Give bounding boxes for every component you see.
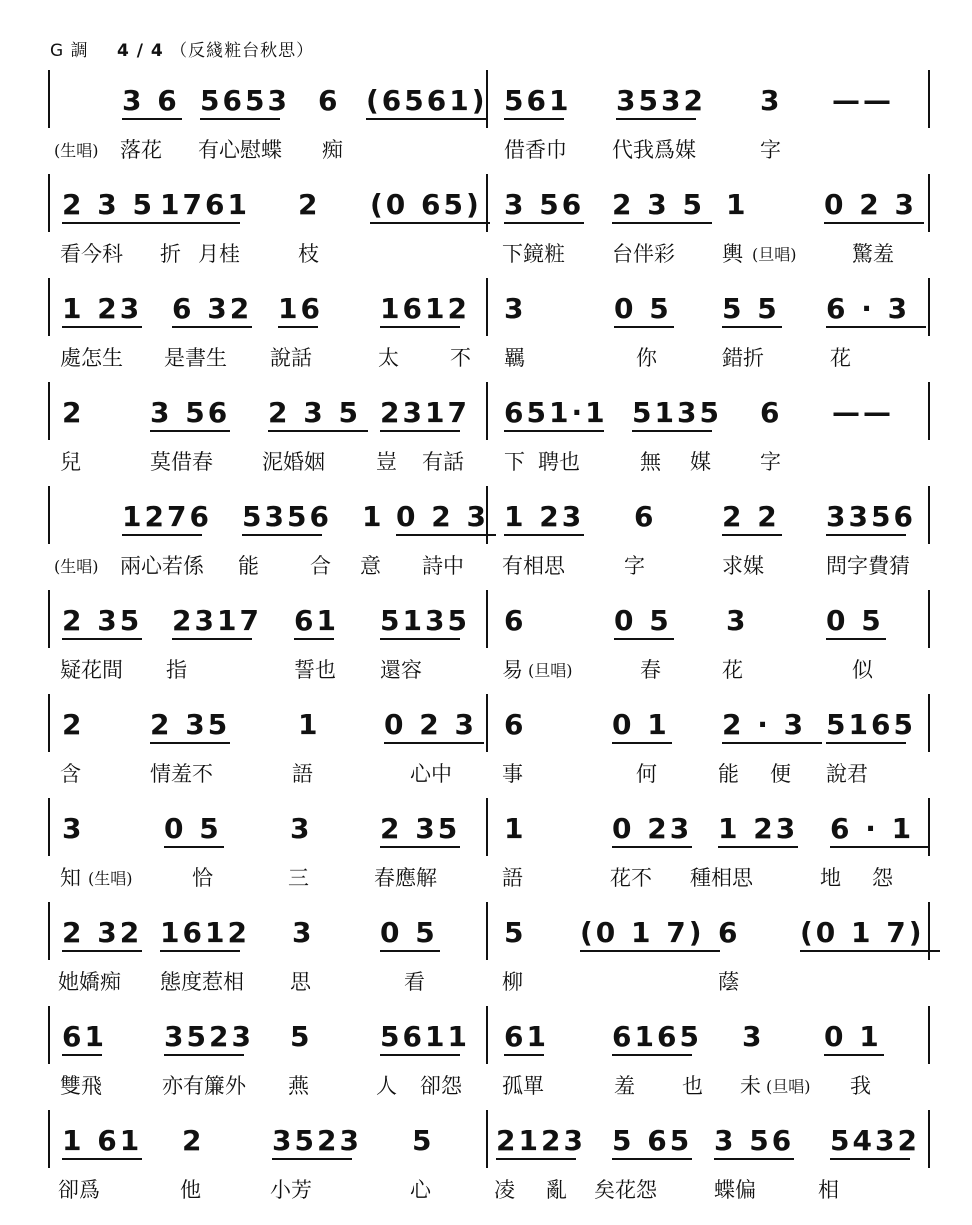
note-group: 61 bbox=[294, 604, 339, 637]
bar-line bbox=[486, 798, 488, 856]
lyric-text: 怨 bbox=[872, 866, 893, 890]
note-group: 3 bbox=[290, 812, 313, 845]
lyric-text: 是書生 bbox=[164, 346, 227, 370]
lyric-text: 你 bbox=[636, 346, 657, 370]
bar-line bbox=[48, 174, 50, 232]
beam-line bbox=[380, 846, 460, 848]
lyric-text: 太 bbox=[378, 346, 399, 370]
lyric-text: 折 bbox=[160, 242, 181, 266]
note-group: 3 bbox=[742, 1020, 765, 1053]
lyric-text: 小芳 bbox=[270, 1178, 312, 1202]
lyric-text: 矣花怨 bbox=[594, 1178, 657, 1202]
lyric-text: 亂 bbox=[546, 1178, 567, 1202]
lyric-text: 羞 bbox=[614, 1074, 635, 1098]
beam-line bbox=[370, 222, 490, 224]
lyric-text: 花 bbox=[830, 346, 851, 370]
lyric-text: 含 bbox=[60, 762, 81, 786]
beam-line bbox=[160, 222, 240, 224]
bar-line bbox=[928, 1110, 930, 1168]
note-group: 0 5 bbox=[826, 604, 884, 637]
note-group: 3 bbox=[726, 604, 749, 637]
note-group: 3523 bbox=[164, 1020, 254, 1053]
lyric-text: 便 bbox=[770, 762, 791, 786]
score-line bbox=[0, 694, 972, 798]
bar-line bbox=[928, 694, 930, 752]
bar-line bbox=[486, 694, 488, 752]
note-group: 5165 bbox=[826, 708, 916, 741]
beam-line bbox=[824, 1054, 884, 1056]
lyric-text: 借香巾 bbox=[504, 138, 567, 162]
lyric-text: 也 bbox=[682, 1074, 703, 1098]
score-line bbox=[0, 278, 972, 382]
bar-line bbox=[928, 1006, 930, 1064]
note-group: 5432 bbox=[830, 1124, 920, 1157]
bar-line bbox=[48, 382, 50, 440]
lyric-text: 何 bbox=[636, 762, 657, 786]
bar-line bbox=[48, 798, 50, 856]
lyric-text: 他 bbox=[180, 1178, 201, 1202]
lyric-text: 心中 bbox=[410, 762, 452, 786]
lyric-text: 易 bbox=[502, 658, 523, 682]
beam-line bbox=[150, 742, 230, 744]
beam-line bbox=[722, 742, 822, 744]
bar-line bbox=[48, 70, 50, 128]
lyric-text: 泥婚姻 bbox=[262, 450, 325, 474]
note-group: 61 bbox=[504, 1020, 549, 1053]
lyric-text: 雙飛 bbox=[60, 1074, 102, 1098]
beam-line bbox=[268, 430, 368, 432]
beam-line bbox=[826, 638, 886, 640]
note-group: 2 2 bbox=[722, 500, 780, 533]
lyric-text: 字 bbox=[624, 554, 645, 578]
singer-cue: (旦唱) bbox=[528, 661, 573, 680]
lyric-text: 下鏡粧 bbox=[502, 242, 565, 266]
beam-line bbox=[62, 1158, 142, 1160]
note-group: 3 bbox=[62, 812, 85, 845]
bar-line bbox=[48, 590, 50, 648]
score-line bbox=[0, 382, 972, 486]
beam-line bbox=[632, 430, 712, 432]
lyric-text: 還容 bbox=[380, 658, 422, 682]
lyric-text: 驚羞 bbox=[852, 242, 894, 266]
lyric-text: 說君 bbox=[826, 762, 868, 786]
note-group: 3 56 bbox=[150, 396, 231, 429]
bar-line bbox=[928, 174, 930, 232]
note-group: 2 bbox=[182, 1124, 205, 1157]
note-group: 1612 bbox=[160, 916, 250, 949]
beam-line bbox=[380, 1054, 460, 1056]
lyric-text: 有話 bbox=[422, 450, 464, 474]
lyric-text: 情羞不 bbox=[150, 762, 213, 786]
note-group: 2317 bbox=[380, 396, 470, 429]
beam-line bbox=[612, 222, 712, 224]
lyric-text: 相 bbox=[818, 1178, 839, 1202]
singer-cue: (生唱) bbox=[54, 141, 99, 160]
beam-line bbox=[164, 846, 224, 848]
beam-line bbox=[826, 326, 926, 328]
bar-line bbox=[48, 278, 50, 336]
beam-line bbox=[718, 846, 798, 848]
note-group: 1 23 bbox=[504, 500, 585, 533]
note-group: 16 bbox=[278, 292, 323, 325]
note-group: 6 bbox=[718, 916, 741, 949]
beam-line bbox=[504, 430, 604, 432]
beam-line bbox=[612, 742, 672, 744]
beam-line bbox=[242, 534, 322, 536]
lyric-text: 說話 bbox=[270, 346, 312, 370]
score-line bbox=[0, 70, 972, 174]
bar-line bbox=[928, 486, 930, 544]
beam-line bbox=[122, 118, 182, 120]
beam-line bbox=[616, 118, 696, 120]
lyric-text: 種相思 bbox=[690, 866, 753, 890]
note-group: 1761 bbox=[160, 188, 250, 221]
lyric-text: 看 bbox=[404, 970, 425, 994]
note-group: 6 32 bbox=[172, 292, 253, 325]
lyric-text: 意 bbox=[360, 554, 381, 578]
lyric-text: 她嬌痴 bbox=[58, 970, 121, 994]
beam-line bbox=[722, 326, 782, 328]
note-group: 3532 bbox=[616, 84, 706, 117]
score-line bbox=[0, 798, 972, 902]
note-group: 5653 bbox=[200, 84, 290, 117]
lyric-text: 誓也 bbox=[294, 658, 336, 682]
bar-line bbox=[48, 902, 50, 960]
note-group: 3 56 bbox=[504, 188, 585, 221]
beam-line bbox=[614, 326, 674, 328]
beam-line bbox=[612, 1054, 692, 1056]
note-group: 2 3 5 bbox=[62, 188, 155, 221]
bar-line bbox=[48, 1110, 50, 1168]
beam-line bbox=[62, 1054, 102, 1056]
beam-line bbox=[612, 1158, 692, 1160]
lyric-text: 字 bbox=[760, 138, 781, 162]
lyric-text: 語 bbox=[292, 762, 313, 786]
note-group: 1612 bbox=[380, 292, 470, 325]
note-group: 6 bbox=[318, 84, 341, 117]
lyric-text: 似 bbox=[852, 658, 873, 682]
note-group: 6 · 3 bbox=[826, 292, 911, 325]
score-header bbox=[50, 36, 314, 61]
note-group: 2 bbox=[62, 396, 85, 429]
lyric-text: 莫借春 bbox=[150, 450, 213, 474]
bar-line bbox=[486, 278, 488, 336]
note-group: 6 bbox=[634, 500, 657, 533]
lyric-text: 詩中 bbox=[422, 554, 464, 578]
beam-line bbox=[366, 118, 486, 120]
beam-line bbox=[380, 326, 460, 328]
note-group: 2123 bbox=[496, 1124, 586, 1157]
note-group: 0 23 bbox=[612, 812, 693, 845]
note-group: 5 5 bbox=[722, 292, 780, 325]
key-signature: G 調 bbox=[50, 41, 89, 61]
beam-line bbox=[122, 534, 202, 536]
lyric-text: 春 bbox=[640, 658, 661, 682]
lyric-text: 輿 bbox=[722, 242, 743, 266]
bar-line bbox=[486, 1110, 488, 1168]
note-group: 5135 bbox=[632, 396, 722, 429]
lyric-text: 地 bbox=[820, 866, 841, 890]
lyric-text: 看今科 bbox=[60, 242, 123, 266]
beam-line bbox=[380, 638, 460, 640]
beam-line bbox=[150, 430, 230, 432]
lyric-text: 事 bbox=[502, 762, 523, 786]
bar-line bbox=[928, 590, 930, 648]
note-group: (0 65) bbox=[370, 188, 482, 221]
note-group: 2317 bbox=[172, 604, 262, 637]
score-line bbox=[0, 486, 972, 590]
beam-line bbox=[380, 430, 460, 432]
lyric-text: 心 bbox=[410, 1178, 431, 1202]
note-group: 2 3 5 bbox=[612, 188, 705, 221]
note-group: 0 1 bbox=[612, 708, 670, 741]
bar-line bbox=[928, 70, 930, 128]
beam-line bbox=[612, 846, 692, 848]
lyric-text: 合 bbox=[310, 554, 331, 578]
lyric-text: 凌 bbox=[494, 1178, 515, 1202]
note-group: 3523 bbox=[272, 1124, 362, 1157]
note-group: 1 bbox=[362, 500, 385, 533]
lyric-text: 錯折 bbox=[722, 346, 764, 370]
beam-line bbox=[272, 1158, 352, 1160]
bar-line bbox=[928, 382, 930, 440]
note-group: 651·1 bbox=[504, 396, 608, 429]
beam-line bbox=[396, 534, 496, 536]
beam-line bbox=[504, 222, 584, 224]
lyric-text: 代我爲媒 bbox=[612, 138, 696, 162]
note-group: (0 1 7) bbox=[580, 916, 705, 949]
note-group: —— bbox=[832, 84, 894, 117]
beam-line bbox=[824, 222, 924, 224]
beam-line bbox=[504, 118, 564, 120]
beam-line bbox=[172, 326, 252, 328]
lyric-text: 月桂 bbox=[198, 242, 240, 266]
note-group: (0 1 7) bbox=[800, 916, 925, 949]
beam-line bbox=[62, 222, 162, 224]
lyric-text: 柳 bbox=[502, 970, 523, 994]
lyric-text: 語 bbox=[502, 866, 523, 890]
lyric-text: 聘也 bbox=[538, 450, 580, 474]
note-group: 0 5 bbox=[614, 604, 672, 637]
note-group: 1 bbox=[298, 708, 321, 741]
note-group: 5135 bbox=[380, 604, 470, 637]
lyric-text: 知 bbox=[60, 866, 81, 890]
beam-line bbox=[380, 950, 440, 952]
lyric-text: 態度惹相 bbox=[160, 970, 244, 994]
lyric-text: 兩心若係 bbox=[120, 554, 204, 578]
note-group: 1 61 bbox=[62, 1124, 143, 1157]
note-group: 3 bbox=[292, 916, 315, 949]
beam-line bbox=[504, 534, 584, 536]
score-line bbox=[0, 902, 972, 1006]
lyric-text: 羈 bbox=[504, 346, 525, 370]
note-group: 1 23 bbox=[62, 292, 143, 325]
lyric-text: 燕 bbox=[288, 1074, 309, 1098]
bar-line bbox=[48, 694, 50, 752]
lyric-text: 求媒 bbox=[722, 554, 764, 578]
beam-line bbox=[62, 950, 142, 952]
note-group: 5356 bbox=[242, 500, 332, 533]
lyric-text: 枝 bbox=[298, 242, 319, 266]
note-group: 6 bbox=[504, 708, 527, 741]
beam-line bbox=[62, 326, 142, 328]
beam-line bbox=[722, 534, 782, 536]
beam-line bbox=[294, 638, 334, 640]
note-group: 2 bbox=[298, 188, 321, 221]
lyric-text: 豈 bbox=[376, 450, 397, 474]
lyric-text: 花不 bbox=[610, 866, 652, 890]
singer-cue: (生唱) bbox=[54, 557, 99, 576]
bar-line bbox=[928, 278, 930, 336]
note-group: 1 bbox=[504, 812, 527, 845]
note-group: —— bbox=[832, 396, 894, 429]
note-group: 0 5 bbox=[164, 812, 222, 845]
lyric-text: 春應解 bbox=[374, 866, 437, 890]
beam-line bbox=[164, 1054, 244, 1056]
score-line bbox=[0, 1110, 972, 1214]
beam-line bbox=[830, 846, 930, 848]
note-group: 2 3 5 bbox=[268, 396, 361, 429]
beam-line bbox=[800, 950, 940, 952]
lyric-text: 蝶偏 bbox=[714, 1178, 756, 1202]
lyric-text: 我 bbox=[850, 1074, 871, 1098]
note-group: 3 bbox=[504, 292, 527, 325]
beam-line bbox=[504, 1054, 544, 1056]
score-line bbox=[0, 1006, 972, 1110]
lyric-text: 台伴彩 bbox=[612, 242, 675, 266]
beam-line bbox=[384, 742, 484, 744]
note-group: 0 1 bbox=[824, 1020, 882, 1053]
beam-line bbox=[614, 638, 674, 640]
bar-line bbox=[486, 1006, 488, 1064]
note-group: 2 · 3 bbox=[722, 708, 807, 741]
lyric-text: 有相思 bbox=[502, 554, 565, 578]
note-group: 2 35 bbox=[150, 708, 231, 741]
lyric-text: 有心慰蝶 bbox=[198, 138, 282, 162]
note-group: 0 2 3 bbox=[824, 188, 917, 221]
note-group: 5 65 bbox=[612, 1124, 693, 1157]
note-group: 1 23 bbox=[718, 812, 799, 845]
note-group: 2 32 bbox=[62, 916, 143, 949]
note-group: 5 bbox=[290, 1020, 313, 1053]
lyric-text: 花 bbox=[722, 658, 743, 682]
note-group: 0 2 3 bbox=[384, 708, 477, 741]
note-group: 561 bbox=[504, 84, 572, 117]
bar-line bbox=[486, 590, 488, 648]
lyric-text: 無 bbox=[640, 450, 661, 474]
song-title: （反綫粧台秋思） bbox=[170, 41, 315, 61]
beam-line bbox=[826, 742, 906, 744]
lyric-text: 處怎生 bbox=[60, 346, 123, 370]
note-group: 6 bbox=[504, 604, 527, 637]
singer-cue: (旦唱) bbox=[766, 1077, 811, 1096]
lyric-text: 蔭 bbox=[718, 970, 739, 994]
note-group: 5 bbox=[504, 916, 527, 949]
lyric-text: 字 bbox=[760, 450, 781, 474]
lyric-text: 三 bbox=[288, 866, 309, 890]
lyric-text: 疑花間 bbox=[60, 658, 123, 682]
beam-line bbox=[580, 950, 720, 952]
note-group: 0 5 bbox=[380, 916, 438, 949]
lyric-text: 未 bbox=[740, 1074, 761, 1098]
score-line bbox=[0, 174, 972, 278]
lyric-text: 痴 bbox=[322, 138, 343, 162]
beam-line bbox=[830, 1158, 910, 1160]
note-group: 1276 bbox=[122, 500, 212, 533]
lyric-text: 能 bbox=[718, 762, 739, 786]
lyric-text: 下 bbox=[504, 450, 525, 474]
beam-line bbox=[62, 638, 142, 640]
note-group: 5 bbox=[412, 1124, 435, 1157]
lyric-text: 恰 bbox=[192, 866, 213, 890]
note-group: 3 56 bbox=[714, 1124, 795, 1157]
note-group: 5611 bbox=[380, 1020, 470, 1053]
lyric-text: 人 bbox=[376, 1074, 397, 1098]
lyric-text: 孤單 bbox=[502, 1074, 544, 1098]
note-group: 6165 bbox=[612, 1020, 702, 1053]
note-group: 3 6 bbox=[122, 84, 180, 117]
note-group: 2 35 bbox=[62, 604, 143, 637]
note-group: 61 bbox=[62, 1020, 107, 1053]
lyric-text: 卻爲 bbox=[58, 1178, 100, 1202]
lyric-text: 能 bbox=[238, 554, 259, 578]
note-group: 3 bbox=[760, 84, 783, 117]
time-signature: 4 / 4 bbox=[116, 41, 164, 61]
note-group: 6 bbox=[760, 396, 783, 429]
note-group: 1 bbox=[726, 188, 749, 221]
lyric-text: 不 bbox=[450, 346, 471, 370]
lyric-text: 指 bbox=[166, 658, 187, 682]
note-group: 0 5 bbox=[614, 292, 672, 325]
singer-cue: (生唱) bbox=[88, 869, 133, 888]
lyric-text: 媒 bbox=[690, 450, 711, 474]
bar-line bbox=[48, 486, 50, 544]
beam-line bbox=[496, 1158, 576, 1160]
bar-line bbox=[48, 1006, 50, 1064]
lyric-text: 問字費猜 bbox=[826, 554, 910, 578]
bar-line bbox=[486, 902, 488, 960]
lyric-text: 落花 bbox=[120, 138, 162, 162]
note-group: 3356 bbox=[826, 500, 916, 533]
beam-line bbox=[200, 118, 280, 120]
singer-cue: (旦唱) bbox=[752, 245, 797, 264]
lyric-text: 兒 bbox=[60, 450, 81, 474]
beam-line bbox=[826, 534, 906, 536]
beam-line bbox=[714, 1158, 794, 1160]
note-group: (6561) bbox=[366, 84, 488, 117]
note-group: 2 bbox=[62, 708, 85, 741]
beam-line bbox=[160, 950, 240, 952]
lyric-text: 卻怨 bbox=[420, 1074, 462, 1098]
lyric-text: 思 bbox=[290, 970, 311, 994]
beam-line bbox=[172, 638, 252, 640]
note-group: 0 2 3 bbox=[396, 500, 489, 533]
score-line bbox=[0, 590, 972, 694]
beam-line bbox=[278, 326, 318, 328]
lyric-text: 亦有簾外 bbox=[162, 1074, 246, 1098]
note-group: 2 35 bbox=[380, 812, 461, 845]
bar-line bbox=[486, 382, 488, 440]
note-group: 6 · 1 bbox=[830, 812, 915, 845]
